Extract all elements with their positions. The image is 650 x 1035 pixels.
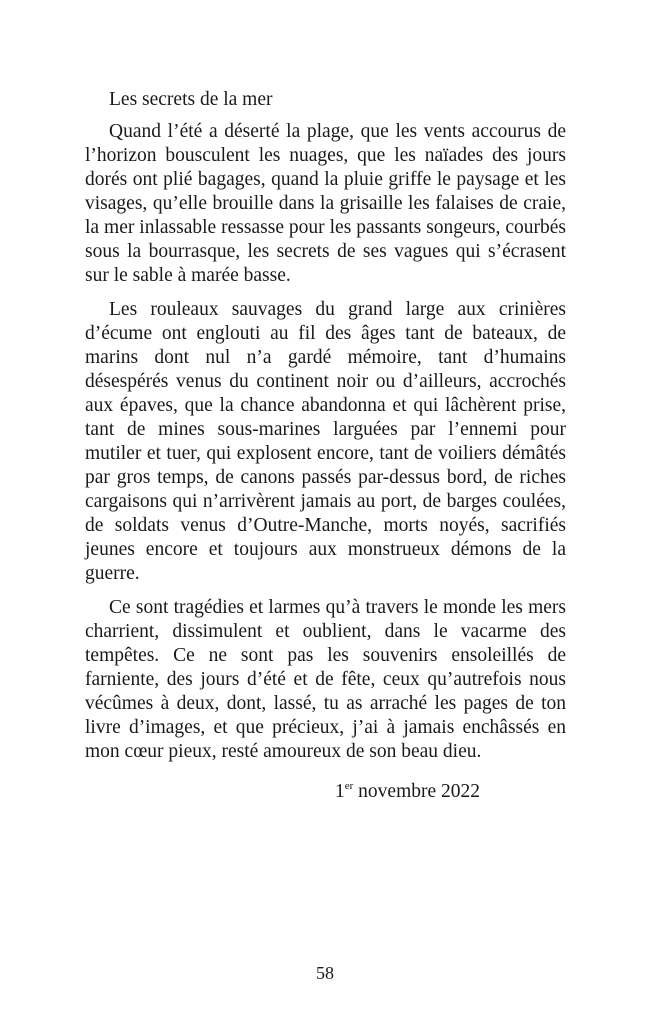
paragraph-2: Les rouleaux sauvages du grand large aux crinières d’écume ont englouti au fil des âges tant de bateaux, de marins dont nul n’a gardé mémoire, tant d’humains désespérés venus du continent noir ou d’ailleurs, accrochés aux épaves, que la chance abandonna et qui lâchèrent prise, tant de mines sous-marines larguées par l’ennemi pour mutiler et tuer, qui explosent encore, tant de voiliers démâtés par gros temps, de canons passés par-dessus bord, de riches cargaisons qui n’arrivèrent jamais au port, de barges coulées, de soldats venus d’Outre-Manche, morts noyés, sacrifiés jeunes encore et toujours aux monstrueux démons de la guerre. bbox=[85, 299, 566, 584]
paragraph-3: Ce sont tragédies et larmes qu’à travers le monde les mers charrient, dissimulent et oublient, dans le vacarme des tempêtes. Ce ne sont pas les souvenirs ensoleillés de farniente, des jours d’été et de fête, ceux qu’autrefois nous vécûmes à deux, dont, lassé, tu as arraché les pages de ton livre d’images, et que précieux, j’ai à jamais enchâssés en mon cœur pieux, resté amoureux de son beau dieu. bbox=[85, 597, 566, 762]
signature-date bbox=[335, 780, 480, 804]
date-ordinal-suffix: er bbox=[344, 780, 354, 792]
poem-title: Les secrets de la mer bbox=[109, 89, 273, 110]
date-day: 1 bbox=[335, 781, 345, 802]
page-number: 58 bbox=[316, 963, 334, 983]
date-rest: novembre 2022 bbox=[353, 781, 481, 802]
paragraph-1: Quand l’été a déserté la plage, que les vents accourus de l’horizon bousculent les nuages, que les naïades des jours dorés ont plié bagages, quand la pluie griffe le paysage et les visages, qu’elle brouille dans la grisaille les falaises de craie, la mer inlassable ressasse pour les passants songeurs, courbés sous la bourrasque, les secrets de ses vagues qui s’écrasent sur le sable à marée basse. bbox=[85, 121, 566, 286]
page-body bbox=[85, 88, 566, 774]
